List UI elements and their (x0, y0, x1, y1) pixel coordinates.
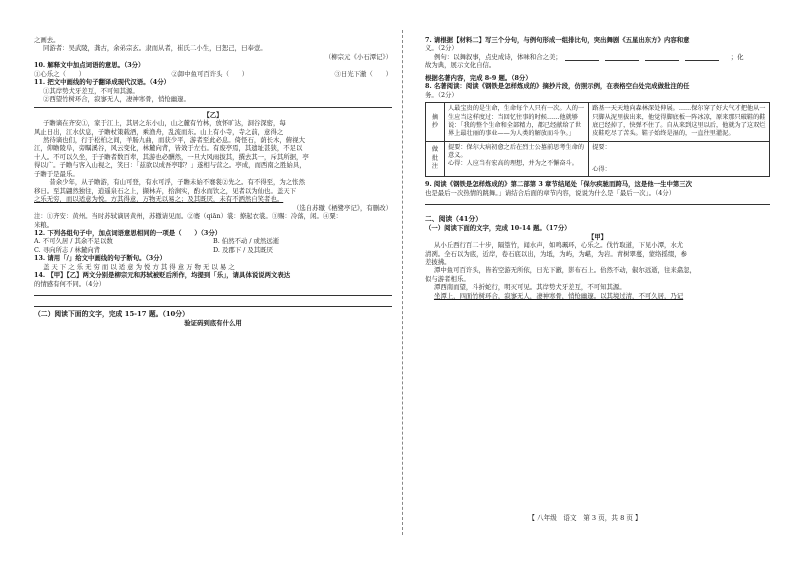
answer-blank[interactable] (565, 54, 599, 61)
option-c: C. 寻向所志 / 林麓向背 (34, 245, 101, 254)
note-summary: 提要：保尔大病初愈之后在烈士公墓前思考生命的意义。 (448, 143, 585, 159)
column-divider (402, 30, 403, 535)
passage-yi-title: 【乙】 (203, 110, 223, 119)
note-insight-blank: 心得： (592, 165, 611, 173)
passage-line: 子瞻谪在齐安①，家于江上，其居之东小山，山之麓有竹林，放怀旷达，洞谷深密，每 (42, 119, 286, 128)
option-a: A. 不可久居 / 其余不足以数 (34, 237, 113, 246)
source-note: （柳宗元《小石潭记》） (324, 52, 392, 61)
annotation-table (425, 102, 770, 177)
passage-line: 然待谪也们，行于松柏之间，羊肠九曲，而获少平，游者至此必息。倚怪石，荫长木，俯视大 (42, 135, 305, 144)
passage-line: 江，仰瞻陵阜，旁瞩溪谷，风云变化，林麓向背，皆效于左右。有废亭焉，其遗址甚狭，不足以 (34, 144, 303, 153)
passage-line-underlined: 坐潭上，四面竹树环合，寂寥无人，凄神寒骨，悄怆幽邃。以其境过清，不可久居，乃记 (433, 291, 684, 300)
passage-line: 潭西南而望，斗折蛇行，明灭可见。其岸势犬牙差互，不可知其源。 (433, 283, 626, 292)
table-row (426, 141, 770, 177)
section-heading: 二、阅读（41分） (425, 215, 483, 224)
annotation: 注：①齐安：黄州。当时苏轼谪居黄州，苏辙请见而。②褰（qiān）裳：撩起衣裳。③赐：冷落，闲。④粟： (34, 212, 343, 221)
excerpt-left: 人最宝贵的是生命，生命每个人只有一次。人的一生应当这样度过：当回忆往事的时候……他就够说：「我的整个生命和全部精力，都已经献给了世界上最壮丽的事业——为人类的解放而斗争。」 (445, 103, 589, 141)
q11-sub: ②西望竹树环合，寂寥无人，凄神寒骨，悄怆幽邃。 (42, 95, 190, 104)
source-note: （选自苏辙《栖鹭亭记》，有删改） (292, 203, 392, 212)
text-line: 同游者：吴武陵，龚古，余弟宗玄。隶而从者，崔氏二小生，曰恕己，曰奉壹。 (42, 44, 267, 53)
passage-line: 清冽。全石以为底，近岸，卷石底以出，为坻，为屿，为嵁，为岩。青树翠蔓，蒙络摇缀，参 (425, 249, 688, 258)
question-10: 10. 解释文中加点词语的意思。（3分） (34, 61, 145, 70)
note-right[interactable] (589, 141, 770, 177)
passage-line: 从小丘西行百二十步，隔篁竹，闻水声，如鸣珮环，心乐之。伐竹取道，下见小潭，水尤 (433, 241, 684, 250)
question-9: 9. 阅读《钢铁是怎样炼成的》第二部第 3 章节结尾处「保尔疾驰而跨马，这是他一生中第三次 (425, 180, 693, 189)
answer-line (425, 204, 770, 205)
reading-intro: 根据名著内容，完成 8-9 题。（8分） (425, 73, 532, 82)
question-9-cont: 也是最后一次热情的跳舞。」请结合后面的章节内容，说说为什么是「最后一次」。（4分） (425, 188, 676, 197)
answer-line (34, 295, 392, 296)
passage-line: 昔余少年，从子瞻游，有山可登，有水可浮，子瞻未始不褰裳②先之。有不得至，为之怅然 (42, 178, 305, 187)
answer-line (34, 107, 392, 108)
q10-item: ③日光下澈（ ） (334, 69, 392, 78)
row-label: 做批注 (426, 141, 445, 177)
text-line: 之画去。 (34, 36, 60, 44)
passage-jia-title: 【甲】 (587, 232, 608, 241)
q10-item: ②卸中鱼可百许头（ ） (171, 69, 249, 78)
option-b: B. 伯然不动 / 或然远逝 (213, 237, 280, 246)
table-row (426, 103, 770, 141)
question-12: 12. 下列各组句子中，加点词语意思相同的一项是（ ）（3分） (34, 228, 222, 237)
question-14: 14. 【甲】【乙】两文分别是柳宗元和苏轼被贬后所作，均提到「乐」，请具体说说两文表达 (34, 271, 291, 280)
row-label: 摘抄 (426, 103, 445, 141)
question-13: 13. 请用「/」给文中画线的句子断句。（3分） (34, 254, 166, 263)
right-column (425, 36, 770, 300)
passage-line: 风止日出，江水伏息，子瞻杖策载酒，乘渔舟，乱流而东。山上有小寺，寺之前，意得之 (34, 127, 284, 136)
q7-answer-line (425, 53, 770, 61)
passage-line: 子瞻于是最乐。 (34, 169, 79, 178)
left-column (34, 36, 392, 328)
q7-tail-cont: 故为典，展示文化自信。 (425, 61, 496, 70)
note-insight: 心得：人应当有宏高的理想，并为之不懈奋斗。 (448, 160, 578, 168)
page-footer: 【 八年级 语文 第 3 页，共 8 页 】 (528, 514, 642, 522)
q12-options (34, 246, 392, 254)
question-14-cont: 的情感有何不同。（4分） (34, 279, 106, 288)
note-left (445, 141, 589, 177)
question-7-cont: 义。（2分） (425, 44, 458, 53)
question-11: 11. 把文中画线的句子翻译成现代汉语。（4分） (34, 78, 171, 87)
q11-sub: ①其岸势犬牙差互，不可知其源。 (42, 86, 139, 95)
section-2-heading: （二）阅读下面的文字，完成 15-17 题。（10分） (34, 310, 189, 319)
section-line (34, 306, 392, 307)
note-summary-blank: 提要： (592, 143, 611, 151)
annotation: 米粮。 (34, 220, 54, 229)
question-8-cont: 务。（2分） (425, 90, 458, 99)
passage-title: 验证码到底有什么用 (184, 319, 242, 328)
q13-text: 盖 天 下 之 乐 无 穷 而 以 适 意 为 悦 方 其 得 意 万 物 无 以 易 之 (42, 262, 235, 271)
q12-options (34, 237, 392, 245)
excerpt-right: 路基一天天地向森林深处伸展。……保尔穿了好大气才把他从一只脚从泥里拔出来，他觉得脚底板一阵冰凉，原来那只破鞋的鞋底已经掉了，快弹不住了。自从来到这里以后，他就为了这双烂皮鞋吃尽了苦头。鞋子始终是湿的，一直往里灌泥。 (589, 103, 770, 141)
q7-example: 例句：以舞叙事，点史成诗，体味和合之美； (433, 52, 562, 61)
passage-line: 差披拂。 (425, 258, 451, 267)
answer-blank[interactable] (685, 54, 719, 61)
passage-line: 似与游者相乐。 (425, 274, 470, 283)
passage-line: 十人。不可以久坐，于子瞻者数百辈，其游也必酬然，一旦大风雨拔其，撰去其一，斥其所据，亭 (34, 152, 309, 161)
question-10-items (34, 70, 392, 78)
passage-line: 得以广。子瞻与客入山视之，笑曰：「兹欲以成吾亭耶？」遂相与营之。亭成，而西南之胜始具， (34, 161, 306, 170)
question-7: 7. 请根据【材料二】写三个分句，与例句形成一组排比句，突出舞剧《五星出东方》内容和意 (425, 36, 690, 44)
q10-item: ①心乐之（ ） (34, 69, 86, 78)
subsection-heading: （一）阅读下面的文字，完成 10-14 题。（17分） (425, 224, 571, 233)
passage-line: 潭中鱼可百许头，皆若空游无所依，日光下澈，影布石上。佁然不动，俶尔远逝，往来翕忽， (433, 266, 696, 275)
passage-line: 移日。至其翩然独往，逍遥泉石之上，撷林卉，拾涧实，酌水而饮之，见者以为仙也。盖天下 (34, 186, 297, 195)
question-8: 8. 名著阅读：阅读《钢铁是怎样炼成的》摘抄片段，仿照示例，在表格空白处完成做批注的任 (425, 82, 690, 91)
q7-tail: ；化 (730, 52, 744, 61)
option-d: D. 及郡下 / 及其既厌 (213, 245, 273, 254)
passage-line-underlined: 之乐无穷，而以适意为悦。方其得意，万物无以易之；及其既厌，未有不洒然自笑者也。 (34, 195, 284, 204)
answer-blank[interactable] (605, 54, 639, 61)
answer-blank[interactable] (645, 54, 679, 61)
